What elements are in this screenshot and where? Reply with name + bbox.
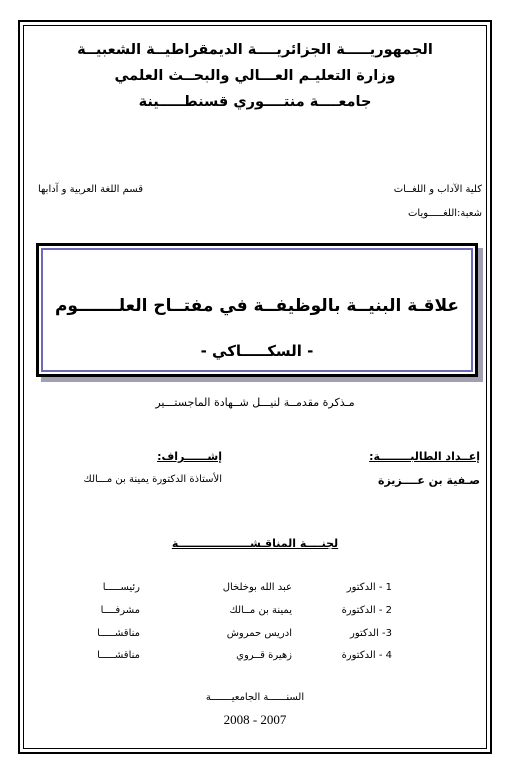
- thesis-title: علاقـة البنيــة بالوظيفــة في مفتــاح العلـــــــوم: [54, 296, 460, 316]
- academic-years: 2007 - 2008: [223, 712, 287, 727]
- member-2-role: مشرفــــا: [100, 605, 140, 616]
- supervisor-name: الأستاذة الدكتورة يمينة بن مـــالك: [83, 474, 222, 485]
- member-1-role: رئيســـــا: [102, 582, 140, 593]
- member-3-role: مناقشـــــا: [97, 628, 140, 639]
- student-label: إعــداد الطالبــــــــة:: [369, 450, 480, 463]
- department-label: قسم اللغة العربية و آدابها: [38, 184, 143, 195]
- thesis-subtitle: - السكـــــاكي -: [200, 342, 314, 360]
- supervisor-label: إشــــــراف:: [157, 450, 222, 463]
- ministry-header: وزارة التعليـم العـــالي والبحــث العلمي: [114, 68, 396, 84]
- title-box: [36, 243, 478, 377]
- member-4-role: مناقشـــــا: [97, 650, 140, 661]
- republic-header: الجمهوريـــــة الجزائريــــة الديمقراطيــة الشعبيــة: [77, 42, 433, 58]
- academic-year-label: السنــــــة الجامعيـــــــة: [205, 692, 305, 703]
- member-3-title: 3- الدكتور: [349, 628, 392, 639]
- member-2-name: يمينة بن مــالك: [229, 605, 292, 616]
- member-3-name: ادريس حمروش: [226, 628, 292, 639]
- university-header: جامعــــة منتــــوري قسنطـــــينة: [138, 94, 372, 110]
- committee-title: لجنــــة المناقـشـــــــــــــــــــة: [171, 537, 339, 550]
- student-name: صـفية بن عــــزيزة: [377, 474, 480, 487]
- member-4-title: 4 - الدكتورة: [341, 650, 392, 661]
- faculty-label: كلية الآداب و اللغــات: [393, 184, 482, 195]
- member-1-name: عبد الله بوخلخال: [222, 582, 292, 593]
- page-border-inner: [23, 25, 487, 749]
- member-2-title: 2 - الدكتورة: [341, 605, 392, 616]
- thesis-note: مـذكرة مقدمــة لنيـــل شــهادة الماجستـــير: [155, 396, 355, 409]
- member-4-name: زهيرة قــروي: [236, 650, 292, 661]
- specialty-label: شعبة:اللغـــــويات: [408, 208, 482, 219]
- member-1-title: 1 - الدكتور: [346, 582, 392, 593]
